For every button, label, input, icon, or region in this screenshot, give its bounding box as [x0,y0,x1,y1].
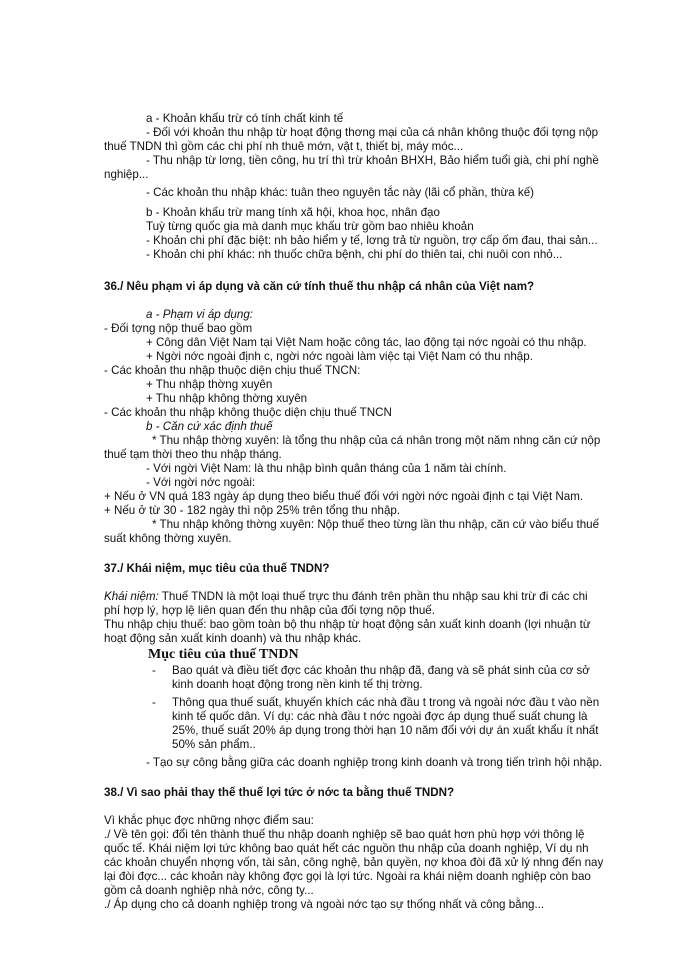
paragraph: ./ Về tên gọi: đổi tên thành thuế thu nhập doanh nghiệp sẽ bao quát hơn phù hợp với thông lệ quốc tế. Khái niệm lợi tức không bao quát hết các nguồn thu nhập của doanh nghiệp, Ví dụ nh các khoản chuyển nhợng vốn, tài sản, công nghệ, bản quyền, nợ khoa đòi đã xử lý nhng đến nay lại đòi đợc... các khoản này không đợc gọi là lợi tức. Ngoài ra khái niệm doanh nghiệp còn bao gồm cả doanh nghiệp nhà nớc, công ty... [104,828,604,897]
paragraph: * Thu nhập không thờng xuyên: Nộp thuế theo từng lần thu nhập, căn cứ vào biểu thuế suất không thờng xuyên. [104,518,600,545]
definition-text: Thuế TNDN là một loại thuế trực thu đánh trên phần thu nhập sau khi trừ đi các chi phí hợp lý, hợp lệ liên quan đến thu nhập của đối tợng nộp thuế. [104,590,588,617]
list-item: + Nếu ở từ 30 - 182 ngày thì nộp 25% trên tổng thu nhập. [104,504,401,517]
section-b-title: b - Căn cứ xác định thuế [146,420,273,433]
question-36-title: 36./ Nêu phạm vi áp dụng và căn cứ tính thuế thu nhập cá nhân của Việt nam? [104,280,535,293]
section-a-title: a - Phạm vi áp dụng: [146,308,253,321]
paragraph: - Với ngời nớc ngoài: [146,476,256,489]
section-b-title: b - Khoản khấu trừ mang tính xã hội, khoa học, nhân đạo [146,206,440,219]
list-item: + Thu nhập thờng xuyên [146,378,273,391]
paragraph: Thu nhập chịu thuế: bao gồm toàn bộ thu nhập từ hoạt động sản xuất kinh doanh (lợi nhuận từ hoạt động sản xuất kinh doanh) và thu nhập khác. [104,618,591,645]
section-a-title: a - Khoản khấu trừ có tính chất kinh tế [146,112,344,125]
paragraph: - Đối với khoản thu nhập từ hoạt động thơng mại của cá nhân không thuộc đối tợng nộp thuế TNDN thì gồm các chi phí nh thuê mớn, vật t, thiết bị, máy móc... [104,126,599,153]
paragraph: ./ Áp dụng cho cả doanh nghiệp trong và ngoài nớc tạo sự thống nhất và công bằng... [104,898,545,911]
objectives-list [104,664,604,752]
paragraph: - Các khoản thu nhập không thuộc diện chịu thuế TNCN [104,406,392,419]
document-body [104,112,604,912]
paragraph: Vì khắc phục đợc những nhợc điểm sau: [104,814,314,827]
list-item: + Ngời nớc ngoài định c, ngời nớc ngoài làm việc tại Việt Nam có thu nhập. [146,350,533,363]
question-37-title: 37./ Khái niệm, mục tiêu của thuế TNDN? [104,562,330,575]
paragraph: - Đối tợng nộp thuế bao gồm [104,322,253,335]
paragraph: - Tạo sự công bằng giữa các doanh nghiệp trong kinh doanh và trong tiến trình hội nhập. [146,756,603,769]
objectives-title: Mục tiêu của thuế TNDN [148,647,299,662]
list-item: + Nếu ở VN quá 183 ngày áp dụng theo biểu thuế đối với ngời nớc ngoài định c tại Việt Nam. [104,490,584,503]
paragraph [104,590,604,618]
definition-label: Khái niệm: [104,590,159,603]
question-38-title: 38./ Vì sao phải thay thế thuế lợi tức ở nớc ta bằng thuế TNDN? [104,786,455,799]
paragraph: - Với ngời Việt Nam: là thu nhập bình quân tháng của 1 năm tài chính. [146,462,507,475]
list-item: + Công dân Việt Nam tại Việt Nam hoặc công tác, lao động tại nớc ngoài có thu nhập. [146,336,587,349]
paragraph: - Khoản chi phí đặc biệt: nh bảo hiểm y tế, lơng trả từ nguồn, trợ cấp ốm đau, thai sản... [146,234,598,247]
paragraph: - Các khoản thu nhập khác: tuân theo nguyên tắc này (lãi cổ phần, thừa kế) [146,186,535,199]
list-item: + Thu nhập không thờng xuyên [146,392,308,405]
list-item: - Bao quát và điều tiết đợc các khoản thu nhập đã, đang và sẽ phát sinh của cơ sở kinh doanh hoạt động trong nền kinh tế thị trờng. [152,664,604,692]
paragraph: * Thu nhập thờng xuyên: là tổng thu nhập của cá nhân trong một năm nhng căn cứ nộp thuế tạm thời theo thu nhập tháng. [104,434,601,461]
paragraph: - Các khoản thu nhập thuộc diện chịu thuế TNCN: [104,364,361,377]
paragraph: Tuỳ từng quốc gia mà danh mục khấu trừ gồm bao nhiêu khoản [146,220,474,233]
paragraph: - Thu nhập từ lơng, tiền công, hu trí thì trừ khoản BHXH, Bảo hiểm tuổi già, chi phí nghề nghiệp... [104,154,599,181]
list-item: - Thông qua thuế suất, khuyến khích các nhà đầu t trong và ngoài nớc đầu t vào nền kinh tế quốc dân. Ví dụ: các nhà đầu t nớc ngoài đợc áp dụng thuế suất chung là 25%, thuế suất 20% áp dụng trong thời hạn 10 năm đối với dự án xuất khẩu ít nhất 50% sản phẩm.. [152,696,604,752]
paragraph: - Khoản chi phí khác: nh thuốc chữa bệnh, chi phí do thiên tai, chi nuôi con nhỏ... [146,248,563,261]
